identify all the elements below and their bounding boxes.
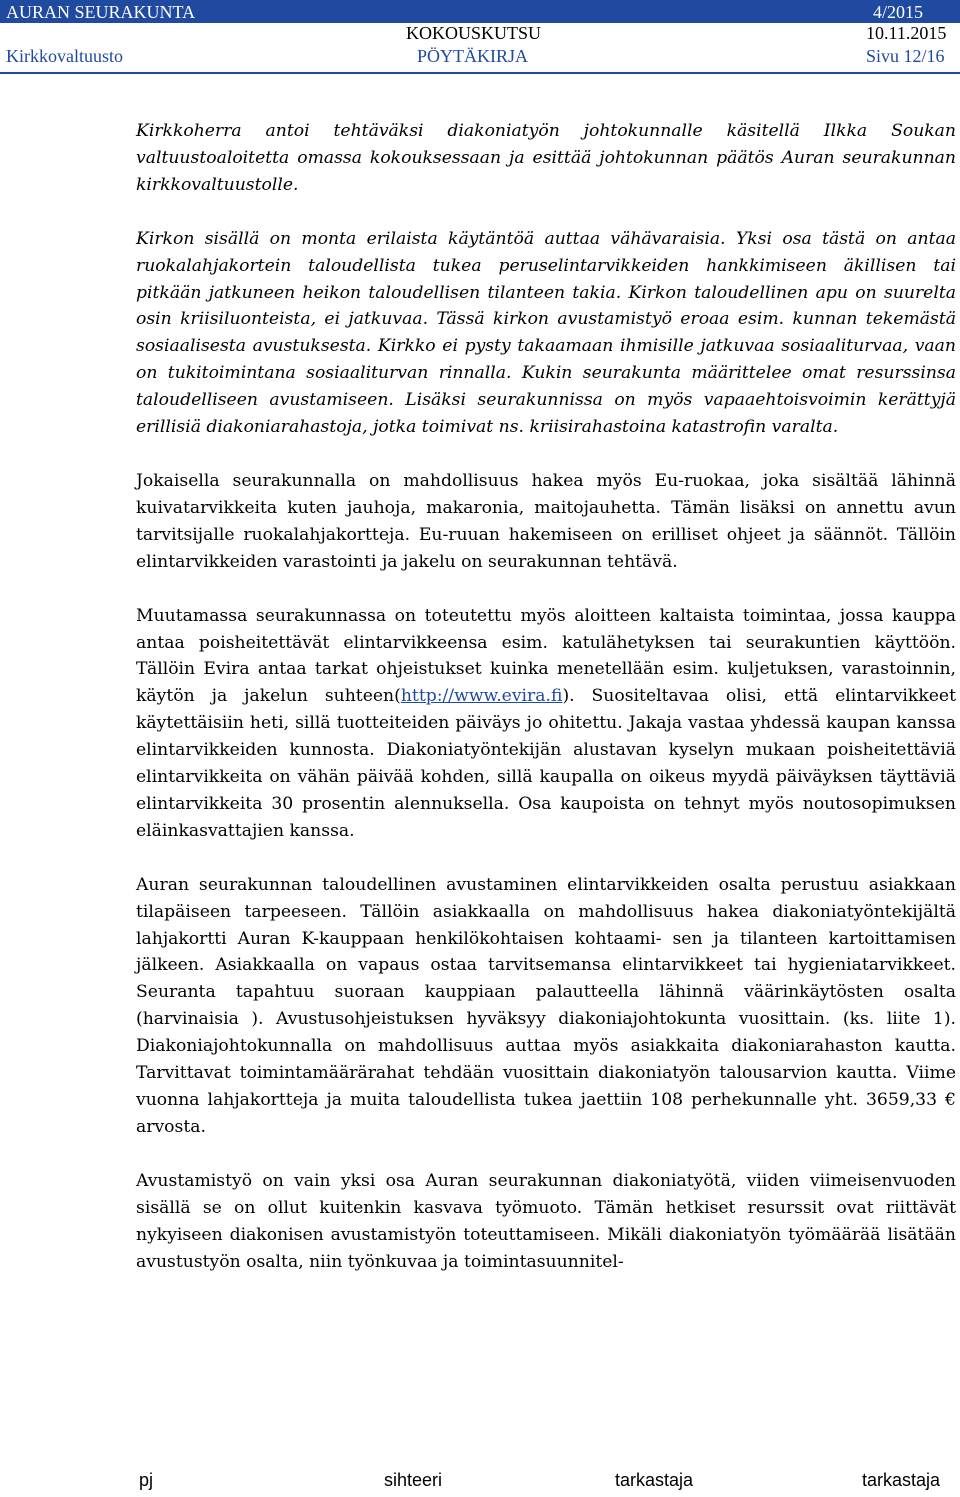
signature-tarkastaja-2: tarkastaja [862, 1470, 941, 1490]
evira-link[interactable]: http://www.evira.fi [400, 686, 563, 707]
paragraph-4-before: Muutamassa seurakunnassa on toteutettu myös aloitteen kaltaista toimintaa, jossa kauppa antaa poisheitettävät elintarvikkeensa esim. katulähetyksen tai seurakuntien käyttöön. Tällöin Evira antaa tarkat ohjeistukset kuinka menetellään esim. kuljetuksen, varastoinnin, käytön ja jakelun suhteen( [136, 605, 956, 707]
signature-tarkastaja-1: tarkastaja [615, 1470, 694, 1490]
header-org: AURAN SEURAKUNTA [6, 2, 196, 22]
signature-pj: pj [139, 1470, 154, 1490]
document-body [136, 118, 956, 1275]
paragraph-3: Jokaisella seurakunnalla on mahdollisuus hakea myös Eu-ruokaa, joka sisältää lähinnä kuivatarvikkeita kuten jauhoja, makaronia, maitojauhetta. Tämän lisäksi on annettu avun tarvitsijalle ruokalahjakortteja. Eu-ruuan hakemiseen on erilliset ohjeet ja säännöt. Tällöin elintarvikkeiden varastointi ja jakelu on seurakunnan tehtävä. [136, 470, 956, 572]
header-body-name: Kirkkovaltuusto [6, 46, 123, 66]
paragraph-6: Avustamistyö on vain yksi osa Auran seurakunnan diakoniatyötä, viiden viimeisenvuoden sisällä se on ollut kuitenkin kasvava työmuoto. Tämän hetkiset resurssit ovat riittävät nykyiseen diakonisen avustamistyön toteuttamiseen. Mikäli diakoniatyön työmäärää lisätään avustustyön osalta, niin työnkuvaa ja toimintasuunnitel- [136, 1170, 956, 1272]
header-page-number: Sivu 12/16 [866, 46, 945, 66]
paragraph-4-after: ). Suositeltavaa olisi, että elintarvikkeet käytettäisiin heti, sillä tuotteiteiden päiväys jo ohitettu. Jakaja vastaa yhdessä kaupan kanssa elintarvikkeiden kunnosta. Diakoniatyöntekijän alustavan kyselyn mukaan poisheitettäviä elintarvikkeita on vähän päivää kohden, sillä kaupalla on oikeus myydä päiväyksen täyttäviä elintarvikkeita 30 prosentin alennuksella. Osa kaupoista on tehnyt myös noutosopimuksen eläinkasvattajien kanssa. [136, 686, 956, 841]
header-rule [0, 72, 960, 74]
header-doc-no: 4/2015 [873, 2, 924, 22]
header-doc-type-2: PÖYTÄKIRJA [417, 46, 529, 66]
paragraph-2: Kirkon sisällä on monta erilaista käytäntöä auttaa vähävaraisia. Yksi osa tästä on antaa ruokalahjakortein taloudellista tukea peruselintarvikkeiden hankkimiseen äkillisen tai pitkään jatkuneen heikon taloudellisen tilanteen takia. Kirkon taloudellinen apu on suurelta osin kriisiluonteista, ei jatkuvaa. Tässä kirkon avustamistyö eroaa esim. kunnan tekemästä sosiaalisesta avustuksesta. Kirkko ei pysty takaamaan ihmisille jatkuvaa sosiaaliturvaa, vaan on tukitoimintana sosiaaliturvan rinnalla. Kukin seurakunta määrittelee omat resurssinsa taloudelliseen avustamiseen. Lisäksi seurakunnissa on myös vapaaehtoisvoimin kerättyjä erillisiä diakoniarahastoja, jotka toimivat ns. kriisirahastoina katastrofin varalta. [136, 228, 956, 438]
paragraph-1: Kirkkoherra antoi tehtäväksi diakoniatyön johtokunnalle käsitellä Ilkka Soukan valtuustoaloitetta omassa kokouksessaan ja esittää johtokunnan päätös Auran seurakunnan kirkkovaltuustolle. [136, 121, 956, 195]
paragraph-5: Auran seurakunnan taloudellinen avustaminen elintarvikkeiden osalta perustuu asiakkaan tilapäiseen tarpeeseen. Tällöin asiakkaalla on mahdollisuus hakea diakoniatyöntekijältä lahjakortti Auran K-kauppaan henkilökohtaisen kohtaami- sen ja tilanteen kartoittamisen jälkeen. Asiakkaalla on vapaus ostaa tarvitsemansa elintarvikkeet tai hygieniatarvikkeet. Seuranta tapahtuu suoraan kauppiaan palautteella lähinnä väärinkäytösten osalta (harvinaisia ). Avustusohjeistuksen hyväksyy diakoniajohtokunta vuosittain. (ks. liite 1). Diakoniajohtokunnalla on mahdollisuus auttaa myös asiakkaita diakoniarahaston kautta. Tarvittavat toimintamäärärahat tehdään vuosittain diakoniatyön talousarvion kautta. Viime vuonna lahjakortteja ja muita taloudellista tukea jaettiin 108 perhekunnalle yht. 3659,33 € arvosta. [136, 874, 956, 1137]
header-date: 10.11.2015 [866, 23, 947, 43]
header-doc-type-1: KOKOUSKUTSU [406, 23, 542, 43]
page-header [0, 0, 960, 75]
signature-sihteeri: sihteeri [384, 1470, 443, 1490]
paragraph-4 [136, 603, 956, 845]
